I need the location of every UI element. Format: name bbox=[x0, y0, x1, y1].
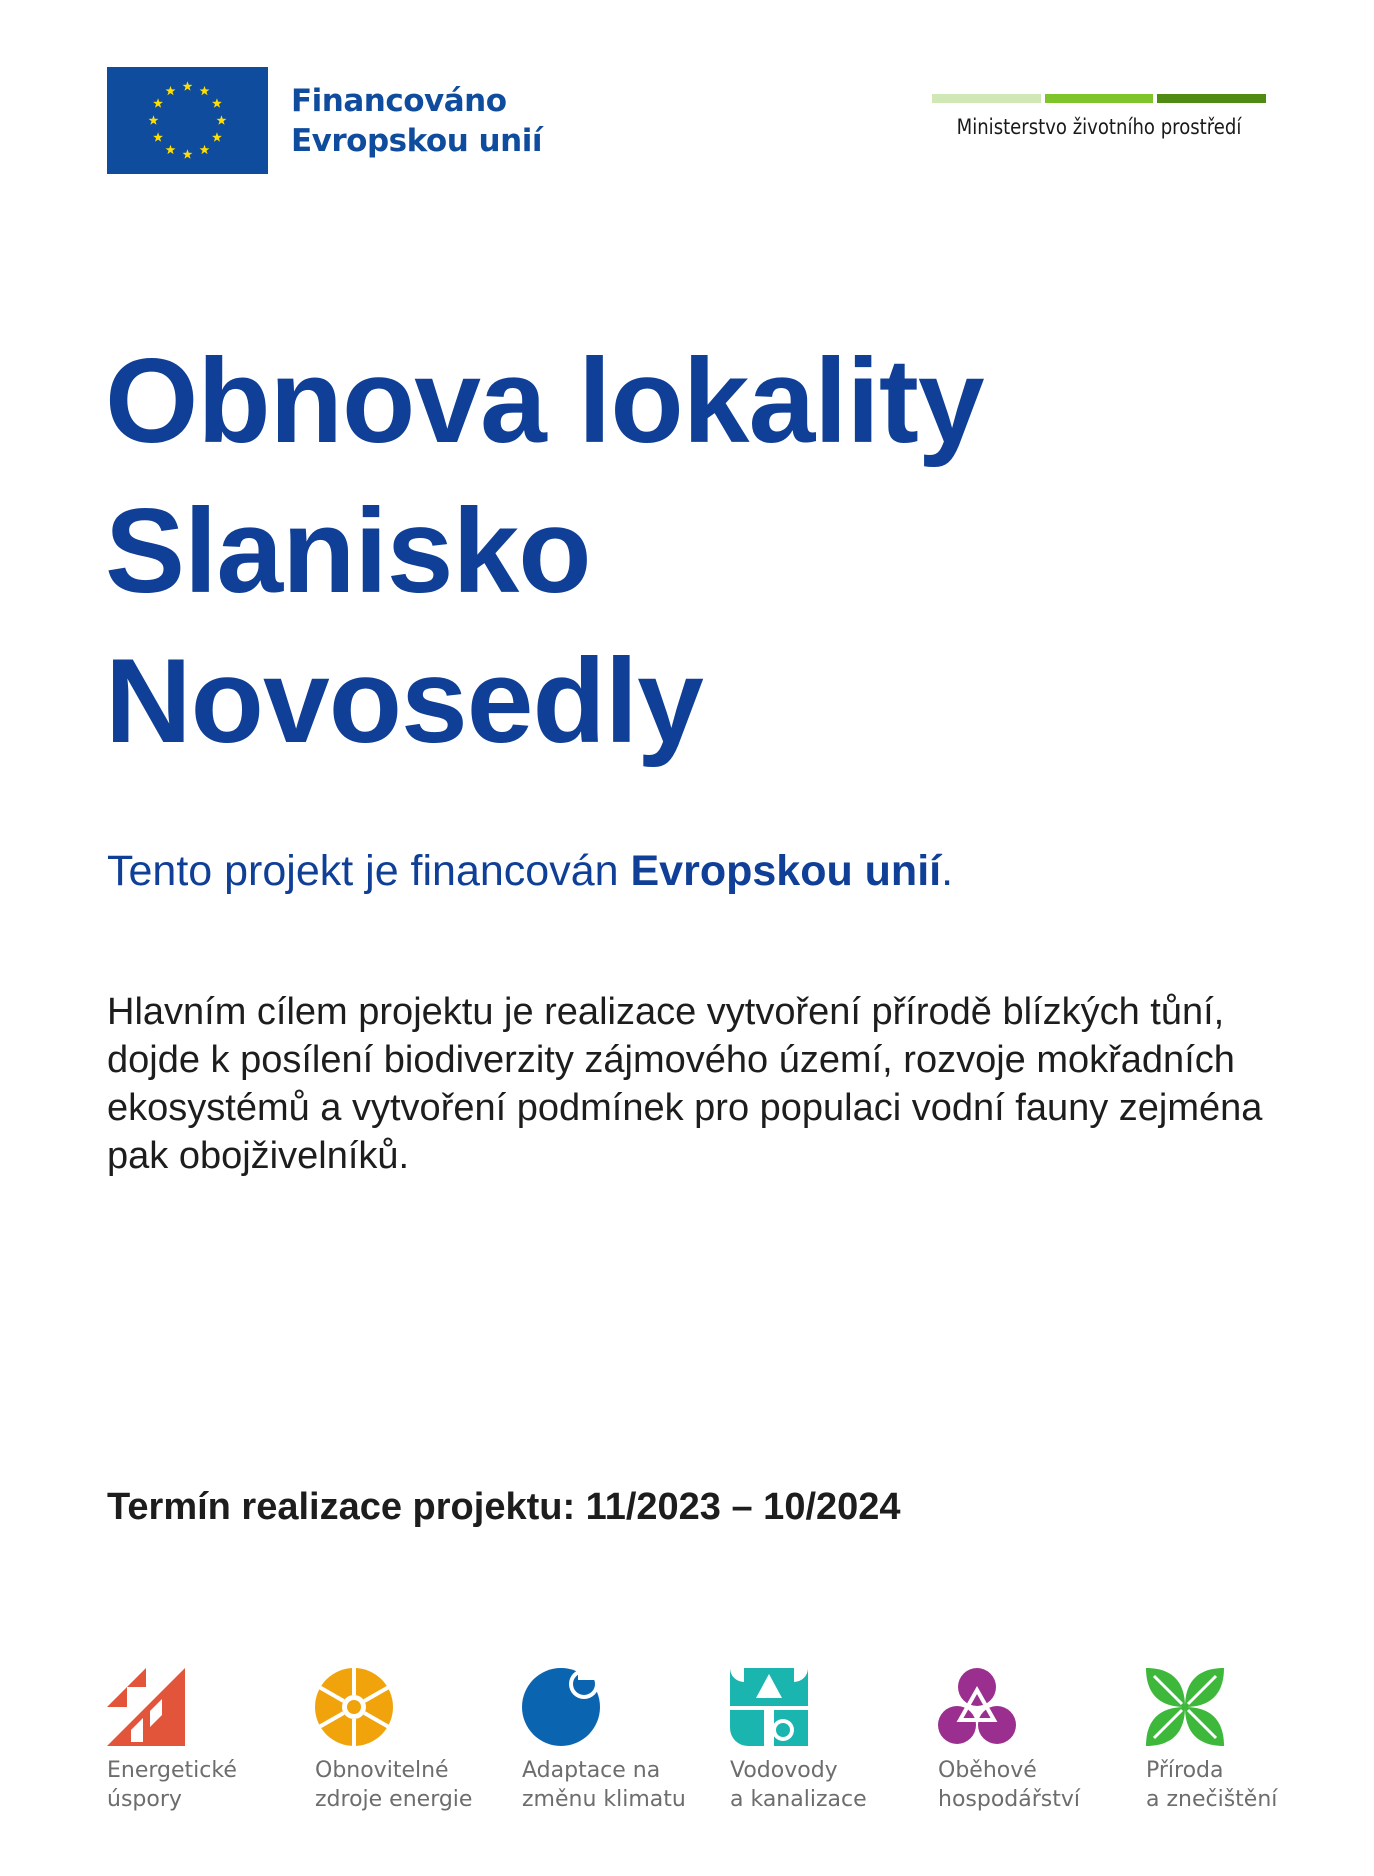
icon-label-line1: Obnovitelné bbox=[315, 1758, 449, 1783]
icon-label-line2: úspory bbox=[107, 1787, 182, 1812]
funding-statement bbox=[107, 845, 953, 897]
ministry-logo bbox=[932, 94, 1266, 139]
icon-label-line1: Příroda bbox=[1146, 1758, 1224, 1783]
icon-label-line1: Adaptace na bbox=[522, 1758, 661, 1783]
icon-item-circular-economy bbox=[938, 1668, 1118, 1814]
icon-label-energy-savings bbox=[107, 1756, 287, 1814]
eu-funding-text bbox=[291, 81, 542, 161]
icon-item-climate-adaptation bbox=[522, 1668, 702, 1814]
icon-label-line2: změnu klimatu bbox=[522, 1787, 686, 1812]
icon-item-energy-savings bbox=[107, 1668, 287, 1814]
ministry-bar-dark bbox=[1157, 94, 1266, 103]
program-icons-row bbox=[107, 1668, 1278, 1818]
renewable-energy-icon bbox=[315, 1668, 393, 1746]
project-description: Hlavním cílem projektu je realizace vytvoření přírodě blízkých tůní, dojde k posílení biodiverzity zájmového území, rozvoje mokřadních ekosystémů a vytvoření podmínek pro populaci vodní fauny zejména pak obojživelníků. bbox=[107, 991, 1263, 1177]
circular-economy-icon bbox=[938, 1668, 1016, 1746]
icon-label-line2: zdroje energie bbox=[315, 1787, 473, 1812]
title-line1: Obnova lokality bbox=[105, 334, 984, 468]
funding-statement-suffix: . bbox=[941, 847, 954, 895]
funding-statement-prefix: Tento projekt je financován bbox=[107, 847, 631, 895]
icon-label-renewable-energy bbox=[315, 1756, 495, 1814]
title-line2: Slanisko bbox=[105, 484, 591, 618]
icon-label-line1: Energetické bbox=[107, 1758, 237, 1783]
icon-label-line1: Vodovody bbox=[730, 1758, 838, 1783]
ministry-color-bars bbox=[932, 94, 1266, 103]
page-title bbox=[105, 326, 984, 776]
icon-label-climate-adaptation bbox=[522, 1756, 702, 1814]
title-line3: Novosedly bbox=[105, 634, 703, 768]
icon-item-nature-pollution bbox=[1146, 1668, 1326, 1814]
project-term: Termín realizace projektu: 11/2023 – 10/2024 bbox=[107, 1486, 901, 1528]
water-sewerage-icon bbox=[730, 1668, 808, 1746]
icon-label-nature-pollution bbox=[1146, 1756, 1326, 1814]
ministry-name: Ministerstvo životního prostředí bbox=[956, 115, 1242, 139]
icon-label-line2: a znečištění bbox=[1146, 1787, 1278, 1812]
icon-item-renewable-energy bbox=[315, 1668, 495, 1814]
eu-funding-line1: Financováno bbox=[291, 82, 507, 119]
eu-flag-icon bbox=[107, 67, 268, 174]
icon-label-circular-economy bbox=[938, 1756, 1118, 1814]
icon-label-water-sewerage bbox=[730, 1756, 910, 1814]
icon-label-line2: a kanalizace bbox=[730, 1787, 867, 1812]
icon-item-water-sewerage bbox=[730, 1668, 910, 1814]
climate-adaptation-icon bbox=[522, 1668, 600, 1746]
icon-label-line2: hospodářství bbox=[938, 1787, 1081, 1812]
ministry-bar-mid bbox=[1045, 94, 1154, 103]
ministry-bar-light bbox=[932, 94, 1041, 103]
nature-pollution-icon bbox=[1146, 1668, 1224, 1746]
eu-funding-line2: Evropskou unií bbox=[291, 122, 542, 159]
eu-funding-logo bbox=[107, 67, 542, 174]
icon-label-line1: Oběhové bbox=[938, 1758, 1037, 1783]
funding-statement-bold: Evropskou unií bbox=[630, 847, 942, 895]
energy-savings-icon bbox=[107, 1668, 185, 1746]
